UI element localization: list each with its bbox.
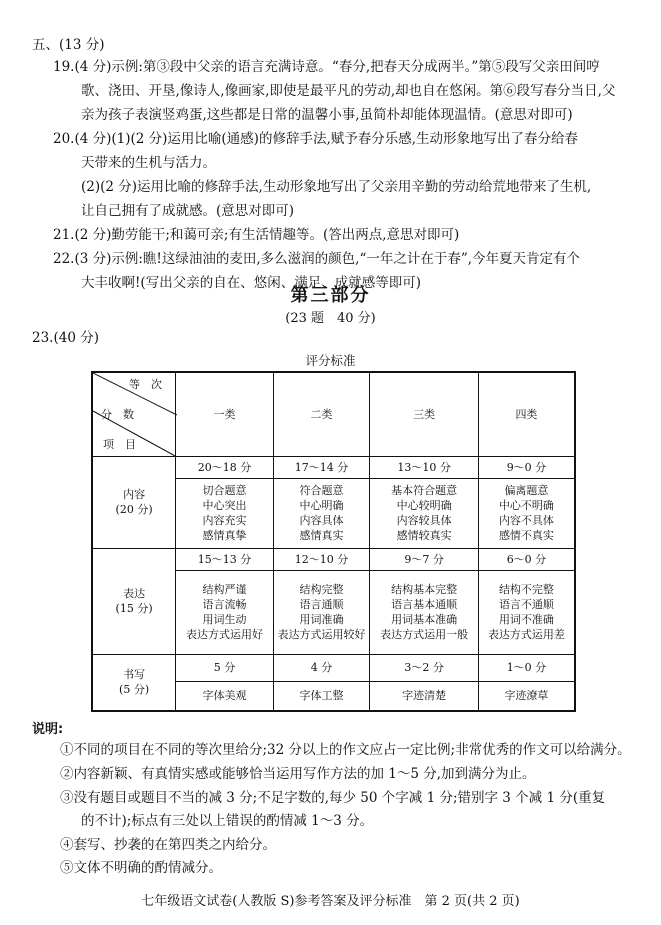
criterion: 偏离题意 xyxy=(504,484,549,497)
row-label-points: (5 分) xyxy=(119,683,150,697)
row-label-points: (15 分) xyxy=(115,602,153,615)
criterion: 用词准确 xyxy=(299,613,344,626)
scoring-rubric-table xyxy=(91,371,576,712)
notes-heading: 说明: xyxy=(32,722,64,737)
criterion: 结构基本完整 xyxy=(391,583,458,596)
criterion: 内容不具体 xyxy=(498,514,554,527)
criterion: 中心不明确 xyxy=(498,499,554,512)
criterion: 内容充实 xyxy=(202,514,247,527)
score-range: 12～10 分 xyxy=(273,548,370,570)
criterion: 用词生动 xyxy=(202,613,247,626)
criterion: 中心较明确 xyxy=(396,499,452,512)
row-label-writing xyxy=(92,654,176,711)
content-range-row xyxy=(92,456,575,478)
row-label-text: 内容 xyxy=(123,488,146,501)
corner-label-item: 项 目 xyxy=(103,438,136,451)
score-range: 6～0 分 xyxy=(478,548,575,570)
row-label-text: 表达 xyxy=(123,587,146,600)
criterion: 切合题意 xyxy=(202,484,247,497)
answer-21: 21.(2 分)勤劳能干;和蔼可亲;有生活情趣等。(答出两点,意思对即可) xyxy=(53,227,460,243)
criterion: 符合题意 xyxy=(299,484,344,497)
criterion: 用词不准确 xyxy=(498,613,554,626)
answer-20-line-4: 让自己拥有了成就感。(意思对即可) xyxy=(81,203,295,219)
criterion: 表达方式运用一般 xyxy=(380,628,469,641)
answer-20-line-2: 天带来的生机与活力。 xyxy=(81,155,216,171)
criteria-cell xyxy=(273,570,370,654)
criterion: 表达方式运用好 xyxy=(185,628,263,641)
score-range: 5 分 xyxy=(176,654,274,681)
criteria-cell xyxy=(273,478,370,548)
criterion: 用词基本准确 xyxy=(391,613,458,626)
rubric-caption: 评分标准 xyxy=(305,353,356,368)
criterion: 语言基本通顺 xyxy=(391,598,458,611)
criterion: 语言通顺 xyxy=(299,598,344,611)
criteria-cell: 字体工整 xyxy=(273,681,370,711)
row-label-content xyxy=(92,456,176,548)
criterion: 基本符合题意 xyxy=(391,484,458,497)
note-1: ①不同的项目在不同的等次里给分;32 分以上的作文应占一定比例;非常优秀的作文可以给满分。 xyxy=(60,742,631,758)
answer-20-line-3: (2)(2 分)运用比喻的修辞手法,生动形象地写出了父亲用辛勤的劳动给荒地带来了生机, xyxy=(81,179,592,195)
expression-range-row xyxy=(92,548,575,570)
criterion: 结构严谨 xyxy=(202,583,247,596)
score-range: 9～0 分 xyxy=(478,456,575,478)
criteria-cell xyxy=(176,570,274,654)
section-heading: 五、(13 分) xyxy=(32,37,105,53)
note-3-line-2: 的不计);标点有三处以上错误的酌情减 1～3 分。 xyxy=(81,813,374,829)
score-range: 17～14 分 xyxy=(273,456,370,478)
answer-19-line-3: 亲为孩子表演竖鸡蛋,这些都是日常的温馨小事,虽简朴却能体现温情。(意思对即可) xyxy=(81,107,573,123)
criterion: 表达方式运用差 xyxy=(487,628,565,641)
rubric-header-row xyxy=(92,372,575,456)
part-title: 第三部分 xyxy=(290,285,371,306)
row-label-points: (20 分) xyxy=(115,503,153,516)
criterion: 语言不通顺 xyxy=(498,598,554,611)
criterion: 结构不完整 xyxy=(498,583,554,596)
column-header-class-3: 三类 xyxy=(370,372,479,456)
criterion: 感情不真实 xyxy=(498,529,554,542)
criteria-cell xyxy=(176,478,274,548)
note-2: ②内容新颖、有真情实感或能够恰当运用写作方法的加 1～5 分,加到满分为止。 xyxy=(60,766,536,782)
note-4: ④套写、抄袭的在第四类之内给分。 xyxy=(60,837,276,853)
criteria-cell: 字迹潦草 xyxy=(478,681,575,711)
row-label-text: 书写 xyxy=(123,668,146,682)
answer-22-line-1: 22.(3 分)示例:瞧!这绿油油的麦田,多么滋润的颜色,“一年之计在于春”,今年夏天肯定有个 xyxy=(53,251,581,267)
criterion: 感情较真实 xyxy=(396,529,452,542)
criterion: 感情真挚 xyxy=(202,529,247,542)
corner-label-score: 分 数 xyxy=(101,408,134,421)
score-range: 13～10 分 xyxy=(370,456,479,478)
criterion: 感情真实 xyxy=(299,529,344,542)
writing-range-row xyxy=(92,654,575,681)
answer-19-line-1: 19.(4 分)示例:第③段中父亲的语言充满诗意。“春分,把春天分成两半。”第⑤段写父亲田间哼 xyxy=(53,59,600,75)
note-5: ⑤文体不明确的酌情减分。 xyxy=(60,860,222,876)
criteria-cell xyxy=(370,478,479,548)
page-footer: 七年级语文试卷(人教版 S)参考答案及评分标准 第 2 页(共 2 页) xyxy=(141,894,520,909)
rubric-corner-cell xyxy=(92,372,176,456)
row-label-expression xyxy=(92,548,176,654)
criterion: 表达方式运用较好 xyxy=(277,628,366,641)
column-header-class-2: 二类 xyxy=(273,372,370,456)
criteria-cell xyxy=(478,478,575,548)
note-3-line-1: ③没有题目或题目不当的减 3 分;不足字数的,每少 50 个字减 1 分;错别字 3 个减 1 分(重复 xyxy=(60,790,606,806)
criteria-cell: 字体美观 xyxy=(176,681,274,711)
score-range: 4 分 xyxy=(273,654,370,681)
corner-label-grade: 等 次 xyxy=(129,378,162,391)
answer-20-line-1: 20.(4 分)(1)(2 分)运用比喻(通感)的修辞手法,赋予春分乐感,生动形象地写出了春分给春 xyxy=(53,131,579,147)
score-range: 15～13 分 xyxy=(176,548,274,570)
criteria-cell: 字迹清楚 xyxy=(370,681,479,711)
criterion: 中心明确 xyxy=(299,499,344,512)
column-header-class-4: 四类 xyxy=(478,372,575,456)
score-range: 1～0 分 xyxy=(478,654,575,681)
criteria-cell xyxy=(370,570,479,654)
criterion: 中心突出 xyxy=(202,499,247,512)
question-23-heading: 23.(40 分) xyxy=(32,330,99,346)
criterion: 内容较具体 xyxy=(396,514,452,527)
criteria-cell xyxy=(478,570,575,654)
part-subtitle: (23 题 40 分) xyxy=(285,311,376,326)
score-range: 9～7 分 xyxy=(370,548,479,570)
criterion: 内容具体 xyxy=(299,514,344,527)
score-range: 3～2 分 xyxy=(370,654,479,681)
answer-22-line-2: 大丰收啊!(写出父亲的自在、悠闲、满足、成就感等即可) xyxy=(81,275,421,291)
answer-19-line-2: 歌、浇田、开垦,像诗人,像画家,即使是最平凡的劳动,却也自在悠闲。第⑥段写春分当日,父 xyxy=(81,83,616,99)
criterion: 结构完整 xyxy=(299,583,344,596)
column-header-class-1: 一类 xyxy=(176,372,274,456)
criterion: 语言流畅 xyxy=(202,598,247,611)
score-range: 20～18 分 xyxy=(176,456,274,478)
